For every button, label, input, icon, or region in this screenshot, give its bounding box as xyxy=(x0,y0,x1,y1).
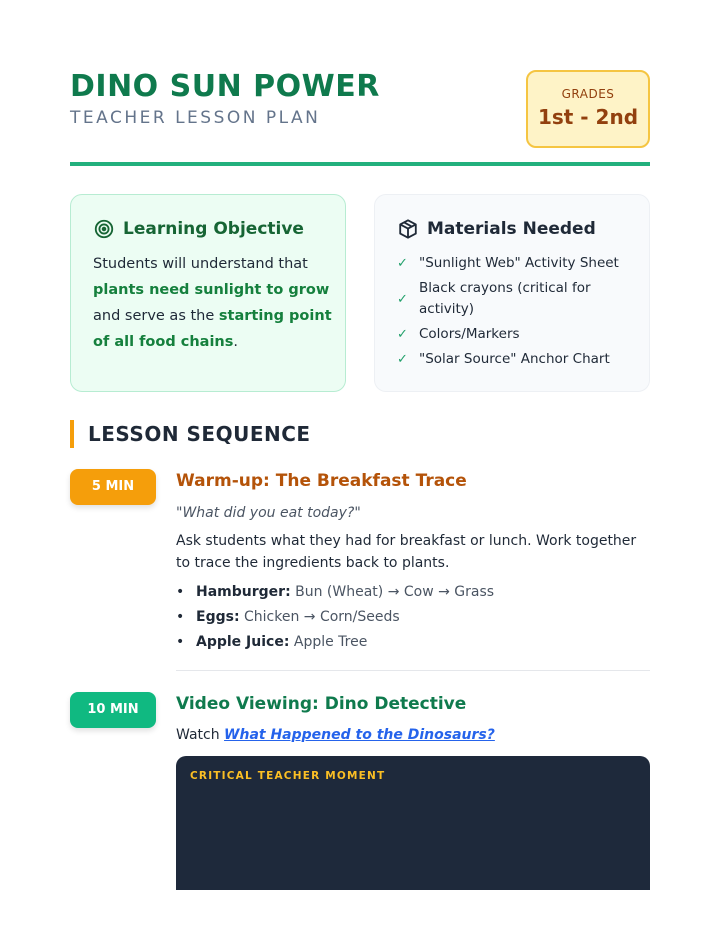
check-icon: ✓ xyxy=(397,327,408,342)
lesson-step-video xyxy=(176,693,650,746)
step-divider xyxy=(176,670,650,671)
objective-highlight: starting point of all food chains xyxy=(93,308,332,350)
objective-text-part: . xyxy=(233,334,238,350)
list-item xyxy=(397,253,637,274)
time-badge: 10 MIN xyxy=(70,692,156,728)
objective-title: Learning Objective xyxy=(123,219,304,239)
step-description: Ask students what they had for breakfast or lunch. Work together to trace the ingredients back to plants. xyxy=(176,533,637,571)
grades-value: 1st - 2nd xyxy=(537,105,639,129)
page-subtitle: TEACHER LESSON PLAN xyxy=(70,108,321,128)
time-badge: 5 MIN xyxy=(70,469,156,505)
list-item xyxy=(397,278,637,320)
target-icon xyxy=(93,218,115,240)
header-divider xyxy=(70,162,650,166)
bullet-label: Hamburger: xyxy=(196,584,291,600)
grades-badge xyxy=(526,70,650,148)
objective-highlight: plants need sunlight to grow xyxy=(93,282,330,298)
list-item xyxy=(176,630,650,655)
section-accent-bar xyxy=(70,420,74,448)
critical-teacher-moment-callout xyxy=(176,756,650,890)
list-item xyxy=(176,605,650,630)
bullet-text: Chicken → Corn/Seeds xyxy=(239,609,400,625)
callout-label: CRITICAL TEACHER MOMENT xyxy=(190,770,386,782)
check-icon: ✓ xyxy=(397,291,408,307)
list-item xyxy=(397,324,637,345)
lesson-step-warmup xyxy=(176,470,650,655)
check-icon: ✓ xyxy=(397,352,408,367)
lesson-header xyxy=(70,68,650,148)
box-icon xyxy=(397,218,419,240)
bullet-text: Apple Tree xyxy=(289,634,368,650)
bullet-label: Eggs: xyxy=(196,609,240,625)
bullet-label: Apple Juice: xyxy=(196,634,290,650)
materials-list xyxy=(397,253,637,374)
material-label: "Solar Source" Anchor Chart xyxy=(419,351,610,367)
objective-text xyxy=(93,251,333,355)
materials-card xyxy=(374,194,650,392)
page-title: DINO SUN POWER xyxy=(70,69,380,104)
video-link[interactable]: What Happened to the Dinosaurs? xyxy=(224,727,495,743)
section-title: LESSON SEQUENCE xyxy=(88,422,311,446)
objective-text-part: Students will understand that xyxy=(93,256,308,272)
list-item xyxy=(176,580,650,605)
lesson-sequence-heading xyxy=(70,420,311,448)
step-title: Warm-up: The Breakfast Trace xyxy=(176,471,467,491)
material-label: Colors/Markers xyxy=(419,326,520,342)
grades-label: GRADES xyxy=(561,87,615,101)
material-label: "Sunlight Web" Activity Sheet xyxy=(419,255,619,271)
objective-text-part: and serve as the xyxy=(93,308,219,324)
step-title: Video Viewing: Dino Detective xyxy=(176,694,467,714)
watch-line xyxy=(176,724,650,746)
bullet-text: Bun (Wheat) → Cow → Grass xyxy=(290,584,495,600)
step-quote: "What did you eat today?" xyxy=(176,505,361,521)
material-label: Black crayons (critical for activity) xyxy=(419,280,591,317)
list-item xyxy=(397,349,637,370)
check-icon: ✓ xyxy=(397,256,408,271)
learning-objective-card xyxy=(70,194,346,392)
watch-prefix: Watch xyxy=(176,727,225,743)
materials-title: Materials Needed xyxy=(427,219,596,239)
step-bullets xyxy=(176,580,650,655)
